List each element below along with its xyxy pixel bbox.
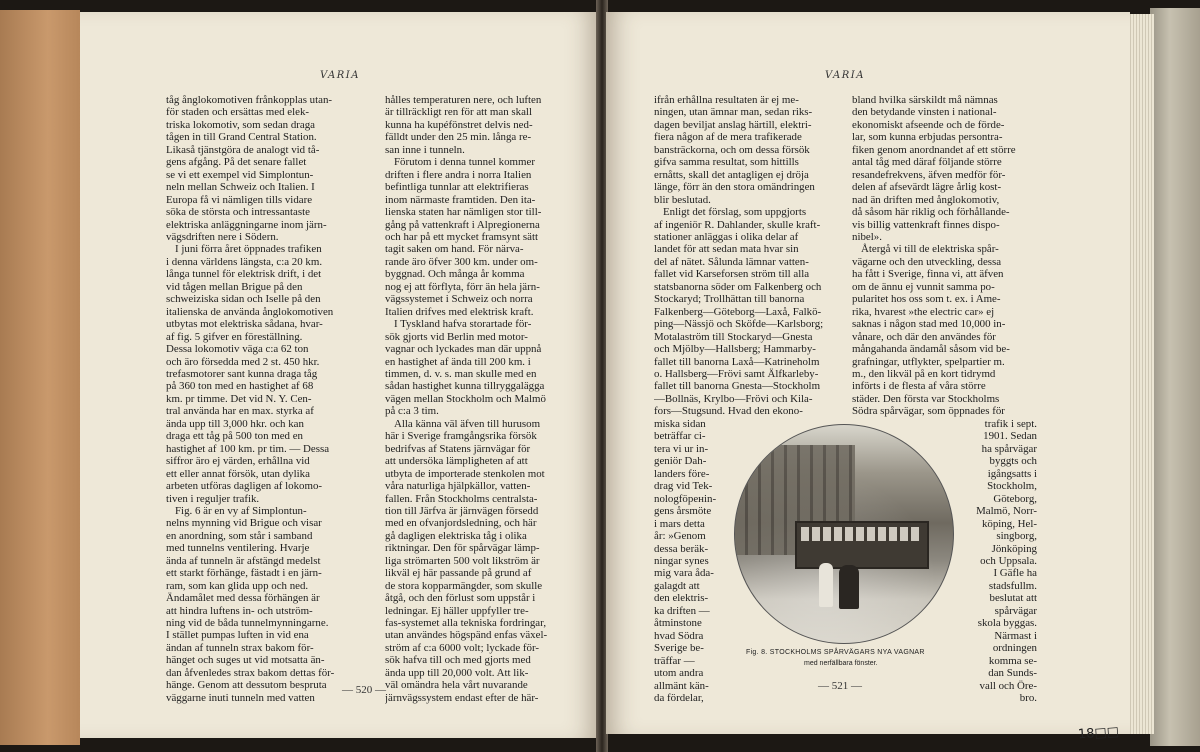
text-line: stationer anläggas i olika delar af xyxy=(654,230,799,243)
text-line: rande äro öfver 300 km. under om- xyxy=(385,255,538,268)
text-line: byggnad. Och många år komma xyxy=(385,268,525,281)
text-line: km. pr timme. Det vid N. Y. Cen- xyxy=(166,392,312,405)
text-line: draga ett tåg på 500 ton med en xyxy=(166,430,303,443)
text-line: liga strömarten 500 volt likström är xyxy=(385,554,540,567)
text-line: fälldt under den 25 min. långa re- xyxy=(385,131,532,144)
text-line: tera vi ur in- xyxy=(654,442,709,455)
text-line: o. Hallsberg—Frövi samt Älfkarleby- xyxy=(654,367,819,380)
text-line: tagit saken om hand. För närva- xyxy=(385,243,524,256)
text-line: fiera någon af de mera trafikerade xyxy=(654,131,802,144)
text-line: om de ännu ej vunnit samma po- xyxy=(852,280,995,293)
text-line: på c:a 3 tim. xyxy=(385,405,439,418)
text-line: ernåtts, skall det antagligen ej dröja xyxy=(654,168,809,181)
text-line: elektriska anläggningarne inom järn- xyxy=(166,218,327,231)
text-line: köping, Hel- xyxy=(981,517,1037,530)
text-line: I Gäfle ha xyxy=(993,567,1037,580)
text-line: sådan hastighet kunna tillryggalägga xyxy=(385,380,545,393)
text-line: ända upp till 20,000 volt. Att lik- xyxy=(385,666,529,679)
text-line: hvad Södra xyxy=(654,629,704,642)
text-line: och har på ett mycket framsynt sätt xyxy=(385,230,539,243)
text-line: bansträckorna, och om dessa försök xyxy=(654,143,810,156)
text-line: ett starkt förhänge, fästadt i en järn- xyxy=(166,567,322,580)
text-line: vagnar och lyckades man där uppnå xyxy=(385,343,542,356)
text-line: 1901. Sedan xyxy=(983,430,1037,443)
text-line: fallet vid Karseforsen ström till alla xyxy=(654,268,810,281)
text-line: neln mellan Schweiz och Italien. I xyxy=(166,181,315,194)
text-line: da fördelar, xyxy=(654,691,704,704)
text-line: I juni förra året öppnades trafiken xyxy=(175,243,322,256)
text-line: vägssystemet i Schweiz och norra xyxy=(385,293,533,306)
text-line: befintliga tunnlar att elektrifieras xyxy=(385,181,529,194)
page-edges xyxy=(1128,14,1154,734)
right-running-head: VARIA xyxy=(825,70,865,81)
text-line: ordningen xyxy=(992,642,1037,655)
text-line: träffar — xyxy=(654,654,695,667)
text-line: ka driften — xyxy=(654,604,710,617)
text-line: del af nätet. Sålunda lämnar vatten- xyxy=(654,255,809,268)
text-line: singborg, xyxy=(996,530,1037,543)
text-line: länge, förr än den stora omändringen xyxy=(654,181,815,194)
text-line: dagen beviljat anslag härtill, elektri- xyxy=(654,118,812,131)
text-line: schweiziska sidan och Iselle på den xyxy=(166,293,321,306)
text-line: inom närmaste framtiden. Den ita- xyxy=(385,193,536,206)
text-line: Göteborg, xyxy=(993,492,1037,505)
text-line: nog ej att förflyta, förr än hela järn- xyxy=(385,280,540,293)
text-line: nad än driften med ånglokomotiv, xyxy=(852,193,1000,206)
text-line: järnvägssystem endast efter de här- xyxy=(385,691,539,704)
text-line: delen af afsevärdt lägre årlig kost- xyxy=(852,181,1002,194)
text-line: timmen, d. v. s. man skulle med en xyxy=(385,367,537,380)
text-line: hänget och suges ut vid motsatta än- xyxy=(166,654,325,667)
text-line: statsbanorna söder om Falkenberg och xyxy=(654,280,822,293)
text-line: igångsatts i xyxy=(987,467,1037,480)
left-page xyxy=(80,12,598,738)
text-line: nibel». xyxy=(852,230,882,243)
text-line: ekonomiskt afseende och de förde- xyxy=(852,118,1005,131)
text-line: bland hvilka särskildt må nämnas xyxy=(852,94,998,106)
text-line: gång på vattenkraft i Alpregionerna xyxy=(385,218,540,231)
text-line: miska sidan xyxy=(654,418,706,430)
text-line: Likaså tjänstgöra de analogt vid tå- xyxy=(166,143,320,156)
text-line: kunna ha kupéfönstret delvis ned- xyxy=(385,118,533,131)
text-line: allmänt kän- xyxy=(654,679,709,692)
text-line: här i Sverige framgångsrika försök xyxy=(385,430,537,443)
text-line: Jönköping xyxy=(991,542,1037,555)
text-line: dessa beräk- xyxy=(654,542,709,555)
text-line: san inne i tunneln. xyxy=(385,143,465,156)
text-line: Dessa lokomotiv väga c:a 62 ton xyxy=(166,343,309,356)
text-line: åtminstone xyxy=(654,617,702,630)
text-line: med tunnelns ventilering. Hvarje xyxy=(166,542,310,555)
text-line: rika, hvarest »the electric car» ej xyxy=(852,305,995,318)
text-line: söka de största och intressantaste xyxy=(166,206,310,219)
text-line: I stället pumpas luften in vid ena xyxy=(166,629,309,642)
text-line: Södra spårvägar, som öppnades för xyxy=(852,405,1005,418)
text-line: trefasmotorer sant kunna draga tåg xyxy=(166,367,318,380)
text-line: driften i flere andra i norra Italien xyxy=(385,168,532,181)
text-line: ha fått i Sverige, finna vi, att äfven xyxy=(852,268,1004,281)
text-line: i denna världens längsta, c:a 20 km. xyxy=(166,255,323,268)
text-line: ett eller annat försök, utan dylika xyxy=(166,467,310,480)
right-column-1 xyxy=(654,94,858,418)
text-line: drag vid Tek- xyxy=(654,480,713,493)
text-line: skola byggas. xyxy=(977,617,1037,630)
text-line: fallet till banorna Gnesta—Stockholm xyxy=(654,380,821,393)
text-line: införts i de flesta af våra större xyxy=(852,380,986,393)
text-line: nologföренin- xyxy=(654,492,717,505)
text-line: att hindra luftens in- och utström- xyxy=(166,604,313,617)
text-line: vägarne och den utveckling, dessa xyxy=(852,255,1002,268)
text-line: byggts och xyxy=(989,455,1037,468)
text-line: väl omändra hela vårt nuvarande xyxy=(385,679,528,692)
text-line: hålles temperaturen nere, och luften xyxy=(385,94,542,106)
text-line: gifva samma resultat, som hittills xyxy=(654,156,799,169)
text-line: gens afgång. På det senare fallet xyxy=(166,156,307,169)
text-line: vid tågen mellan Brigue på den xyxy=(166,280,303,293)
right-page xyxy=(606,12,1130,734)
text-line: I Tyskland hafva storartade för- xyxy=(394,318,532,331)
text-line: tion till Järfva är järnvägen försedd xyxy=(385,504,539,517)
text-line: ningar synes xyxy=(654,554,709,567)
text-line: vägen mellan Stockholm och Malmö xyxy=(385,392,546,405)
text-line: stadsfullm. xyxy=(988,579,1037,592)
text-line: fas-systemet alla tekniska fordringar, xyxy=(385,617,547,630)
text-line: tågen in till Grand Central Station. xyxy=(166,131,317,144)
text-line: ningen, utan ämnar man, sedan riks- xyxy=(654,106,813,119)
text-line: saknas i någon stad med 10,000 in- xyxy=(852,318,1006,331)
text-line: en hastighet af ända till 200 km. i xyxy=(385,355,531,368)
text-line: Fig. 6 är en vy af Simplontun- xyxy=(175,504,307,517)
text-line: spårvägar xyxy=(994,604,1037,617)
text-line: en anordning, som står i samband xyxy=(166,529,313,542)
text-line: fallet till banorna Laxå—Katrineholm xyxy=(654,355,820,368)
text-line: tral använda har en max. styrka af xyxy=(166,405,314,418)
text-line: utbyta de importerade stenkolen mot xyxy=(385,467,545,480)
text-line: vägsdriften nere i Södern. xyxy=(166,230,279,243)
text-line: beträffar ci- xyxy=(654,430,706,443)
text-line: dan Sunds- xyxy=(988,667,1037,680)
right-column-1-wrap xyxy=(654,418,736,704)
text-line: våra naturliga hjälpkällor, vatten- xyxy=(385,480,531,493)
text-line: trafik i sept. xyxy=(984,418,1037,430)
text-line: Italien drifves med elektrisk kraft. xyxy=(385,305,534,318)
text-line: Europa få vi nämligen tills vidare xyxy=(166,193,313,206)
text-line: Enligt det förslag, som uppgjorts xyxy=(663,206,807,219)
text-line: ram, som kan glida upp och ned. xyxy=(166,579,309,592)
text-line: vis billig vattenkraft finnes dispo- xyxy=(852,218,1000,231)
text-line: komma se- xyxy=(988,654,1037,667)
text-line: landet för att sedan mata hvar sin xyxy=(654,243,799,256)
text-line: m., den likväl på en kort tidrymd xyxy=(852,367,996,380)
text-line: ning vid de båda tunnelmynningarne. xyxy=(166,617,329,630)
text-line: ledningar. Ej häller uppfyller tre- xyxy=(385,604,529,617)
text-line: den betydande vinsten i national- xyxy=(852,106,997,119)
text-line: gens årsmöte xyxy=(654,505,712,518)
text-line: af fig. 5 gifver en föreställning. xyxy=(166,330,303,343)
text-line: triska lokomotiv, som sedan draga xyxy=(166,118,316,131)
text-line: antal tåg med däraf följande större xyxy=(852,156,1002,169)
text-line: och äro försedda med 2 st. 450 hkr. xyxy=(166,355,320,368)
right-column-2-wrap xyxy=(964,418,1037,704)
text-line: Återgå vi till de elektriska spår- xyxy=(861,243,999,256)
text-line: lienska staten har nämligen stor till- xyxy=(385,206,542,219)
figure-caption-sub: med nerfällbara fönster. xyxy=(804,660,878,667)
handwritten-scribble: 18□□ xyxy=(1077,724,1120,743)
text-line: för staden och ersättas med elek- xyxy=(166,106,310,119)
text-line: Närmast i xyxy=(994,629,1037,642)
text-line: långa tunnel för elektrisk drift, i det xyxy=(166,268,322,281)
text-line: ström af c:a 6000 volt; lyckade för- xyxy=(385,641,540,654)
text-line: lar, som kunna erbjudas persontra- xyxy=(852,131,1003,144)
text-line: är tillräckligt ren för att man skall xyxy=(385,106,532,119)
text-line: väggarne inuti tunneln med vatten xyxy=(166,691,315,704)
text-line: Sverige be- xyxy=(654,642,704,655)
text-line: dan åfvenledes strax bakom dettas för- xyxy=(166,666,335,679)
text-line: hänge. Genom att dessutom bespruta xyxy=(166,679,327,692)
stockholm-tram-photo xyxy=(734,424,954,644)
text-line: ända af tunneln är afstängd medelst xyxy=(166,554,321,567)
text-line: ända upp till 3,000 hkr. och kan xyxy=(166,417,304,430)
text-line: Motalaström till Stockaryd—Gnesta xyxy=(654,330,813,343)
text-line: vall och Öre- xyxy=(979,679,1037,692)
text-line: Stockaryd; Trollhättan till banorna xyxy=(654,293,805,306)
text-line: mig vara åda- xyxy=(654,567,714,580)
text-line: i mars detta xyxy=(654,517,705,530)
text-line: blir beslutad. xyxy=(654,193,711,206)
text-line: likväl ej här passande på grund af xyxy=(385,567,532,580)
figure-caption: Fig. 8. STOCKHOLMS SPÅRVÄGARS NYA VAGNAR xyxy=(746,649,925,656)
text-line: Falkenberg—Göteborg—Laxå, Falkö- xyxy=(654,305,822,318)
left-column-2 xyxy=(385,94,585,704)
text-line: utan användes högspänd enfas växel- xyxy=(385,629,548,642)
text-line: resandefrekvens, äfven medför för- xyxy=(852,168,1006,181)
text-line: fiken genom anordnandet af ett större xyxy=(852,143,1016,156)
text-line: —Bollnäs, Krylbo—Frövi och Kila- xyxy=(654,392,813,405)
text-line: fallen. Från Stockholms centralsta- xyxy=(385,492,538,505)
text-line: utbytas mot elektriska sådana, hvar- xyxy=(166,318,323,331)
text-line: tiven i reguljer trafik. xyxy=(166,492,260,505)
text-line: mångahanda ändamål såsom vid be- xyxy=(852,343,1010,356)
text-line: bro. xyxy=(1019,691,1037,704)
text-line: italienska de använda ånglokomotiven xyxy=(166,305,334,318)
text-line: sök gjorts vid Berlin med motor- xyxy=(385,330,528,343)
text-line: på 360 ton med en hastighet af 68 xyxy=(166,380,314,393)
text-line: utom andra xyxy=(654,667,704,680)
text-line: fors—Stugsund. Hvad den ekono- xyxy=(654,405,803,418)
left-column-1 xyxy=(166,94,371,704)
text-line: geniör Dah- xyxy=(654,455,707,468)
text-line: städer. Den första var Stockholms xyxy=(852,392,1000,405)
text-line: riktningar. Den för spårvägar lämp- xyxy=(385,542,540,555)
text-line: att undersöka lämpligheten af att xyxy=(385,455,528,468)
right-page-number: — 521 — xyxy=(818,680,862,692)
book-cover-left xyxy=(0,10,80,745)
text-line: åtgå, och den förlust som uppstår i xyxy=(385,592,536,605)
text-line: Malmö, Norr- xyxy=(976,505,1037,518)
text-line: pularitet hos oss som t. ex. i Ame- xyxy=(852,293,1001,306)
text-line: ändan af tunneln strax bakom för- xyxy=(166,641,314,654)
text-line: ifrån erhållna resultaten är ej me- xyxy=(654,94,799,106)
text-line: tåg ånglokomotiven frånkopplas utan- xyxy=(166,94,333,106)
text-line: sök hafva till och med gjorts med xyxy=(385,654,531,667)
book-cover-right xyxy=(1150,8,1200,746)
text-line: Alla känna väl äfven till hurusom xyxy=(394,417,541,430)
text-line: år: »Genom xyxy=(654,530,706,543)
text-line: ping—Nässjö och Sköfde—Karlsborg; xyxy=(654,318,824,331)
text-line: och Mjölby—Hallsberg; Hammarby- xyxy=(654,343,816,356)
text-line: de stora kopparmängder, som skulle xyxy=(385,579,543,592)
text-line: nelns mynning vid Brigue och visar xyxy=(166,517,322,530)
text-line: Förutom i denna tunnel kommer xyxy=(394,156,535,169)
text-line: ha spårvägar xyxy=(981,442,1037,455)
text-line: och Uppsala. xyxy=(980,554,1037,567)
text-line: bedrifvas af Statens järnvägar för xyxy=(385,442,531,455)
text-line: grafningar, utflykter, spelpartier m. xyxy=(852,355,1005,368)
text-line: den elektris- xyxy=(654,592,709,605)
text-line: hastighet af 100 km. pr tim. — Dessa xyxy=(166,442,330,455)
text-line: gå dagligen elektriska tåg i olika xyxy=(385,529,527,542)
text-line: galagdt att xyxy=(654,579,700,592)
text-line: af ingeniör R. Dahlander, skulle kraft- xyxy=(654,218,821,231)
left-page-number: — 520 — xyxy=(342,684,386,696)
text-line: landers före- xyxy=(654,467,710,480)
text-line: Stockholm, xyxy=(987,480,1037,493)
text-line: siffror äro ej värden, erhållna vid xyxy=(166,455,310,468)
left-running-head: VARIA xyxy=(320,70,360,81)
text-line: arbeten utföras dagligen af lokomo- xyxy=(166,480,323,493)
text-line: då såsom här riklig och förhållande- xyxy=(852,206,1010,219)
text-line: Ändamålet med dessa förhängen är xyxy=(166,592,320,605)
text-line: vånare, och där den användes för xyxy=(852,330,996,343)
right-column-2 xyxy=(852,94,1037,418)
text-line: beslutat att xyxy=(989,592,1037,605)
text-line: se vi ett exempel vid Simplontun- xyxy=(166,168,314,181)
text-line: med en ofvanjordsledning, och här xyxy=(385,517,537,530)
